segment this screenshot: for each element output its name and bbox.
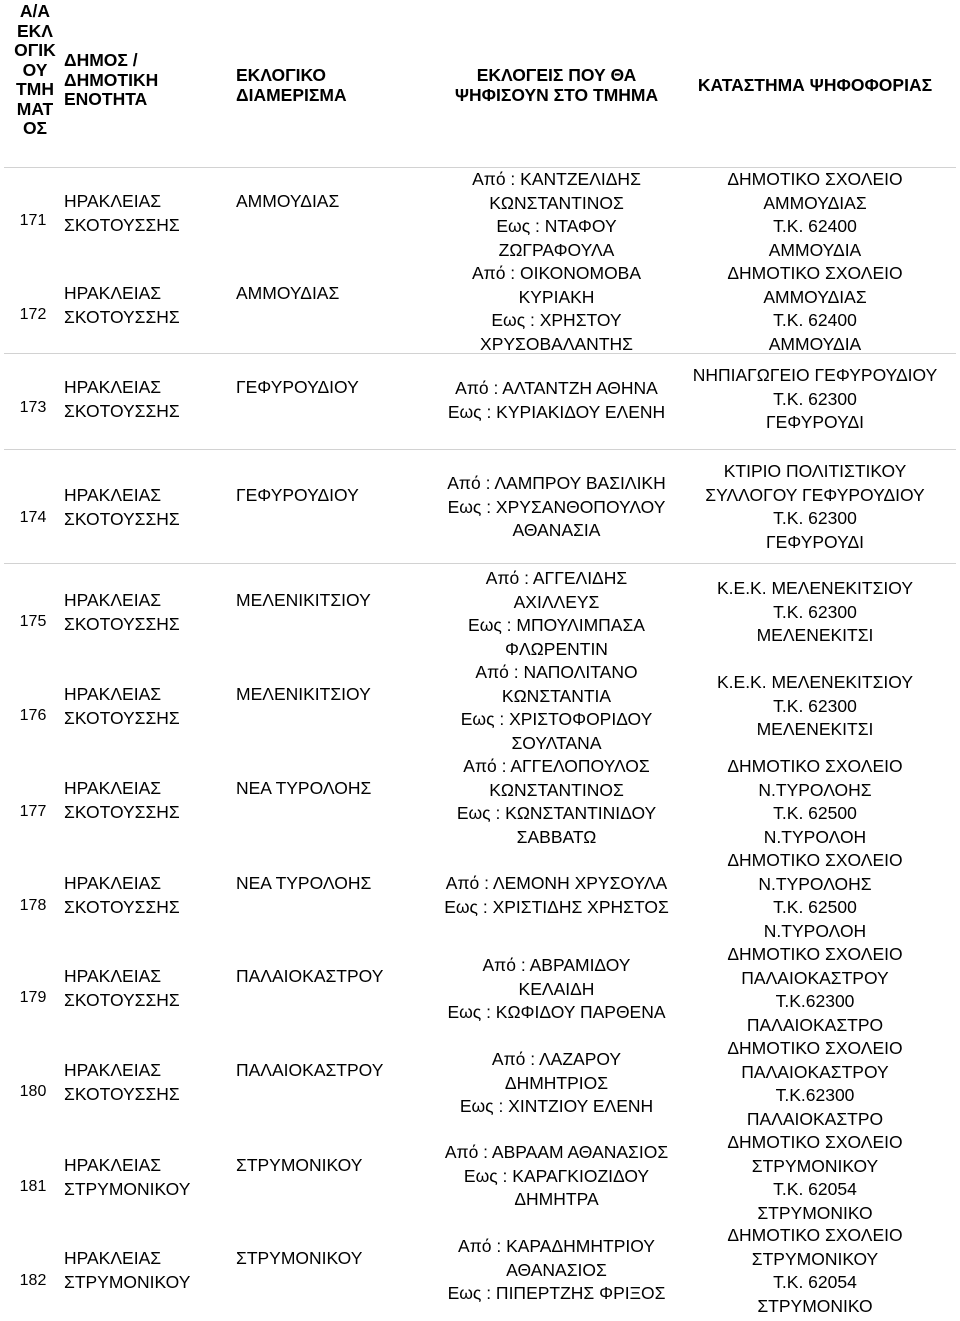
municipality-line: ΣΚΟΤΟΥΣΣΗΣ (64, 214, 180, 235)
municipality-cell (64, 1059, 229, 1106)
district-cell: ΜΕΛΕΝΙΚΙΤΣΙΟΥ (236, 590, 371, 610)
polling-station-line: Τ.Κ.62300 (775, 1085, 855, 1105)
district-cell: ΣΤΡΥΜΟΝΙΚΟΥ (236, 1248, 363, 1268)
polling-station-line: Ν.ΤΥΡΟΛΟΗΣ (758, 873, 872, 894)
header-aa-line: ΕΚΛ (17, 20, 53, 41)
row-number: 177 (19, 803, 47, 820)
voter-range-line: Από : ΛΑΖΑΡΟΥ (491, 1049, 622, 1069)
municipality-cell (64, 965, 229, 1012)
polling-station-line: ΔΗΜΟΤΙΚΟ ΣΧΟΛΕΙΟ (727, 850, 903, 870)
voter-range-cell (424, 755, 689, 849)
district-cell: ΓΕΦΥΡΟΥΔΙΟΥ (236, 377, 359, 397)
voter-range-line: ΦΛΩΡΕΝΤΙΝ (505, 638, 608, 659)
row-number: 181 (19, 1178, 47, 1195)
header-voters-line: ΕΚΛΟΓΕΙΣ ΠΟΥ ΘΑ (476, 65, 637, 85)
header-voters-line: ΨΗΦΙΣΟΥΝ ΣΤΟ ΤΜΗΜΑ (454, 84, 659, 105)
municipality-cell (64, 777, 229, 824)
polling-station-cell (675, 1224, 955, 1318)
municipality-line: ΗΡΑΚΛΕΙΑΣ (64, 1060, 162, 1080)
polling-station-line: ΠΑΛΑΙΟΚΑΣΤΡΟ (746, 1108, 884, 1129)
voter-range-line: Εως : ΚΩΦΙΔΟΥ ΠΑΡΘΕΝΑ (447, 1002, 666, 1022)
polling-station-line: Τ.Κ. 62300 (773, 695, 857, 716)
municipality-line: ΗΡΑΚΛΕΙΑΣ (64, 283, 162, 303)
voter-range-cell (424, 661, 689, 755)
polling-station-line: ΚΤΙΡΙΟ ΠΟΛΙΤΙΣΤΙΚΟΥ (723, 461, 907, 481)
municipality-line: ΣΚΟΤΟΥΣΣΗΣ (64, 801, 180, 822)
polling-station-line: ΑΜΜΟΥΔΙΑΣ (763, 192, 867, 213)
voter-range-line: Από : ΑΒΡΑΑΜ ΑΘΑΝΑΣΙΟΣ (444, 1142, 669, 1162)
polling-station-line: Ν.ΤΥΡΟΛΟΗ (763, 826, 867, 847)
voter-range-cell (424, 567, 689, 661)
municipality-cell (64, 190, 229, 237)
municipality-line: ΣΚΟΤΟΥΣΣΗΣ (64, 400, 180, 421)
row-number: 171 (19, 212, 47, 229)
district-cell: ΝΕΑ ΤΥΡΟΛΟΗΣ (236, 778, 372, 798)
polling-station-line: ΔΗΜΟΤΙΚΟ ΣΧΟΛΕΙΟ (727, 944, 903, 964)
municipality-line: ΣΚΟΤΟΥΣΣΗΣ (64, 306, 180, 327)
voter-range-line: Εως : ΧΙΝΤΖΙΟΥ ΕΛΕΝΗ (459, 1096, 654, 1116)
polling-station-cell (675, 671, 955, 742)
municipality-cell (64, 589, 229, 636)
voter-range-line: Εως : ΧΡΥΣΑΝΘΟΠΟΥΛΟΥ (447, 496, 666, 517)
voter-range-line: Από : ΚΑΝΤΖΕΛΙΔΗΣ (472, 169, 641, 189)
municipality-line: ΗΡΑΚΛΕΙΑΣ (64, 485, 162, 505)
polling-station-line: ΝΗΠΙΑΓΩΓΕΙΟ ΓΕΦΥΡΟΥΔΙΟΥ (692, 365, 938, 385)
header-district-line: ΔΙΑΜΕΡΙΣΜΑ (236, 84, 347, 105)
voter-range-line: Από : ΟΙΚΟΝΟΜΟΒΑ (471, 263, 642, 283)
polling-station-line: ΠΑΛΑΙΟΚΑΣΤΡΟΥ (741, 1061, 889, 1082)
header-municipality (64, 51, 158, 110)
polling-station-line: Τ.Κ. 62400 (773, 310, 857, 330)
polling-station-line: ΣΥΛΛΟΓΟΥ ΓΕΦΥΡΟΥΔΙΟΥ (705, 484, 925, 505)
voter-range-line: ΚΩΝΣΤΑΝΤΙΝΟΣ (489, 192, 624, 213)
voter-range-cell (424, 872, 689, 919)
polling-station-line: ΔΗΜΟΤΙΚΟ ΣΧΟΛΕΙΟ (727, 263, 903, 283)
municipality-cell (64, 1154, 229, 1201)
voter-range-line: Από : ΑΒΡΑΜΙΔΟΥ (482, 955, 631, 975)
municipality-line: ΗΡΑΚΛΕΙΑΣ (64, 377, 162, 397)
polling-station-line: ΔΗΜΟΤΙΚΟ ΣΧΟΛΕΙΟ (727, 1038, 903, 1058)
row-separator (4, 563, 956, 564)
header-municipality-line: ΔΗΜΟΤΙΚΗ (64, 69, 159, 90)
voter-range-cell (424, 377, 689, 424)
polling-station-line: Τ.Κ.62300 (775, 991, 855, 1011)
municipality-line: ΗΡΑΚΛΕΙΑΣ (64, 873, 162, 893)
polling-station-line: Τ.Κ. 62500 (773, 803, 857, 823)
voter-range-line: ΧΡΥΣΟΒΑΛΑΝΤΗΣ (480, 333, 633, 354)
voter-range-cell (424, 262, 689, 356)
polling-station-cell (675, 1131, 955, 1225)
voter-range-line: ΚΩΝΣΤΑΝΤΙΝΟΣ (489, 779, 624, 800)
polling-station-line: Τ.Κ. 62054 (773, 1179, 857, 1199)
row-number: 172 (19, 306, 47, 323)
municipality-line: ΣΚΟΤΟΥΣΣΗΣ (64, 613, 180, 634)
voter-range-line: ΔΗΜΗΤΡΑ (514, 1189, 599, 1209)
header-aa-line: ΜΑΤ (16, 98, 54, 119)
polling-station-line: Τ.Κ. 62300 (773, 388, 857, 409)
row-number: 174 (19, 509, 47, 526)
polling-station-line: ΣΤΡΥΜΟΝΙΚΟ (757, 1295, 873, 1316)
header-aa (10, 2, 60, 139)
voter-range-cell (424, 1141, 689, 1212)
row-number: 179 (19, 989, 47, 1006)
municipality-cell (64, 282, 229, 329)
header-aa-line: ΟΓΙΚ (14, 40, 56, 60)
polling-station-cell (675, 577, 955, 648)
district-cell: ΣΤΡΥΜΟΝΙΚΟΥ (236, 1155, 363, 1175)
voter-range-line: Εως : ΚΑΡΑΓΚΙΟΖΙΔΟΥ (463, 1165, 650, 1186)
voter-range-line: Από : ΛΑΜΠΡΟΥ ΒΑΣΙΛΙΚΗ (447, 473, 666, 493)
municipality-cell (64, 376, 229, 423)
voter-range-line: Εως : ΧΡΙΣΤΙΔΗΣ ΧΡΗΣΤΟΣ (444, 896, 669, 917)
polling-station-line: ΔΗΜΟΤΙΚΟ ΣΧΟΛΕΙΟ (727, 756, 903, 776)
voter-range-line: ΔΗΜΗΤΡΙΟΣ (504, 1072, 609, 1093)
row-separator (4, 449, 956, 450)
voter-range-line: ΑΘΑΝΑΣΙΑ (512, 520, 601, 540)
row-number: 176 (19, 707, 47, 724)
municipality-line: ΣΚΟΤΟΥΣΣΗΣ (64, 989, 180, 1010)
header-polling-station (675, 76, 955, 96)
district-cell: ΑΜΜΟΥΔΙΑΣ (236, 283, 340, 303)
voter-range-cell (424, 168, 689, 262)
header-aa-line: ΟΥ (22, 59, 48, 80)
polling-station-cell (675, 755, 955, 849)
municipality-line: ΣΚΟΤΟΥΣΣΗΣ (64, 896, 180, 917)
municipality-line: ΗΡΑΚΛΕΙΑΣ (64, 684, 162, 704)
polling-station-line: ΔΗΜΟΤΙΚΟ ΣΧΟΛΕΙΟ (727, 1225, 903, 1245)
polling-station-line: ΑΜΜΟΥΔΙΑ (768, 239, 862, 260)
voter-range-line: ΑΧΙΛΛΕΥΣ (513, 591, 600, 612)
polling-station-cell (675, 364, 955, 435)
district-cell: ΑΜΜΟΥΔΙΑΣ (236, 191, 340, 211)
voter-range-line: ΑΘΑΝΑΣΙΟΣ (506, 1259, 607, 1280)
row-number: 175 (19, 613, 47, 630)
voter-range-line: ΖΩΓΡΑΦΟΥΛΑ (498, 239, 615, 260)
voter-range-line: Από : ΛΕΜΟΝΗ ΧΡΥΣΟΥΛΑ (445, 873, 668, 893)
voter-range-line: Από : ΚΑΡΑΔΗΜΗΤΡΙΟΥ (458, 1236, 655, 1256)
row-number: 180 (19, 1083, 47, 1100)
polling-station-line: ΔΗΜΟΤΙΚΟ ΣΧΟΛΕΙΟ (727, 1132, 903, 1152)
municipality-line: ΗΡΑΚΛΕΙΑΣ (64, 191, 162, 211)
municipality-line: ΣΤΡΥΜΟΝΙΚΟΥ (64, 1271, 191, 1292)
polling-station-line: ΣΤΡΥΜΟΝΙΚΟΥ (751, 1155, 879, 1176)
polling-station-line: ΑΜΜΟΥΔΙΑΣ (763, 286, 867, 307)
voter-range-cell (424, 954, 689, 1025)
voter-range-line: Από : ΑΓΓΕΛΙΔΗΣ (485, 568, 628, 588)
polling-station-cell (675, 1037, 955, 1131)
municipality-line: ΣΚΟΤΟΥΣΣΗΣ (64, 707, 180, 728)
municipality-line: ΗΡΑΚΛΕΙΑΣ (64, 778, 162, 798)
polling-station-line: Τ.Κ. 62054 (773, 1272, 857, 1292)
municipality-cell (64, 872, 229, 919)
district-cell: ΓΕΦΥΡΟΥΔΙΟΥ (236, 485, 359, 505)
voter-range-cell (424, 1048, 689, 1119)
header-voters (424, 66, 689, 105)
municipality-cell (64, 1247, 229, 1294)
municipality-line: ΗΡΑΚΛΕΙΑΣ (64, 1155, 162, 1175)
polling-station-line: ΓΕΦΥΡΟΥΔΙ (765, 412, 865, 432)
voter-range-line: Εως : ΝΤΑΦΟΥ (496, 216, 617, 236)
municipality-line: ΣΤΡΥΜΟΝΙΚΟΥ (64, 1178, 191, 1199)
municipality-cell (64, 683, 229, 730)
polling-station-line: ΠΑΛΑΙΟΚΑΣΤΡΟ (746, 1014, 884, 1035)
header-station-line: ΚΑΤΑΣΤΗΜΑ ΨΗΦΟΦΟΡΙΑΣ (697, 75, 933, 95)
voter-range-line: Από : ΝΑΠΟΛΙΤΑΝΟ (475, 662, 638, 682)
voter-range-line: Εως : ΚΩΝΣΤΑΝΤΙΝΙΔΟΥ (456, 803, 657, 823)
polling-station-line: ΣΤΡΥΜΟΝΙΚΟ (757, 1202, 873, 1223)
polling-station-cell (675, 168, 955, 262)
row-number: 173 (19, 399, 47, 416)
polling-station-cell (675, 460, 955, 554)
polling-station-line: Τ.Κ. 62300 (773, 601, 857, 622)
polling-station-line: Ν.ΤΥΡΟΛΟΗ (763, 920, 867, 941)
municipality-line: ΣΚΟΤΟΥΣΣΗΣ (64, 508, 180, 529)
polling-station-line: ΣΤΡΥΜΟΝΙΚΟΥ (751, 1248, 879, 1269)
voter-range-line: Εως : ΧΡΙΣΤΟΦΟΡΙΔΟΥ (460, 709, 653, 729)
row-number: 182 (19, 1272, 47, 1289)
header-aa-line: ΤΜΗ (16, 79, 54, 99)
polling-station-line: ΑΜΜΟΥΔΙΑ (768, 333, 862, 354)
voter-range-line: ΚΩΝΣΤΑΝΤΙΑ (501, 685, 612, 706)
header-municipality-line: ΔΗΜΟΣ / (64, 50, 138, 70)
polling-station-cell (675, 849, 955, 943)
polling-station-line: ΜΕΛΕΝΕΚΙΤΣΙ (756, 625, 874, 645)
polling-station-line: ΜΕΛΕΝΕΚΙΤΣΙ (756, 719, 874, 739)
polling-station-line: Ν.ΤΥΡΟΛΟΗΣ (758, 779, 872, 800)
district-cell: ΠΑΛΑΙΟΚΑΣΤΡΟΥ (236, 966, 384, 986)
municipality-line: ΗΡΑΚΛΕΙΑΣ (64, 590, 162, 610)
district-cell: ΝΕΑ ΤΥΡΟΛΟΗΣ (236, 873, 372, 893)
polling-station-line: Τ.Κ. 62500 (773, 897, 857, 917)
header-aa-line: ΟΣ (22, 118, 48, 138)
voter-range-line: Εως : ΚΥΡΙΑΚΙΔΟΥ ΕΛΕΝΗ (447, 401, 666, 422)
voter-range-line: Εως : ΠΙΠΕΡΤΖΗΣ ΦΡΙΞΟΣ (447, 1283, 666, 1303)
polling-station-cell (675, 262, 955, 356)
municipality-line: ΗΡΑΚΛΕΙΑΣ (64, 966, 162, 986)
voter-range-line: ΚΕΛΑΙΔΗ (518, 978, 595, 999)
polling-station-cell (675, 943, 955, 1037)
polling-station-line: ΔΗΜΟΤΙΚΟ ΣΧΟΛΕΙΟ (727, 169, 903, 189)
polling-station-line: Τ.Κ. 62400 (773, 216, 857, 236)
municipality-line: ΣΚΟΤΟΥΣΣΗΣ (64, 1083, 180, 1104)
voter-range-line: ΣΟΥΛΤΑΝΑ (511, 732, 602, 753)
row-number: 178 (19, 897, 47, 914)
polling-station-line: Τ.Κ. 62300 (773, 508, 857, 528)
voter-range-line: ΣΑΒΒΑΤΩ (516, 826, 597, 847)
voter-range-line: Εως : ΜΠΟΥΛΙΜΠΑΣΑ (468, 615, 645, 635)
polling-station-line: ΓΕΦΥΡΟΥΔΙ (765, 531, 865, 552)
polling-station-line: Κ.Ε.Κ. ΜΕΛΕΝΕΚΙΤΣΙΟΥ (716, 578, 913, 598)
header-municipality-line: ΕΝΟΤΗΤΑ (64, 89, 148, 109)
voter-range-cell (424, 472, 689, 543)
header-electoral-district (236, 66, 347, 105)
polling-station-line: ΠΑΛΑΙΟΚΑΣΤΡΟΥ (741, 967, 889, 988)
municipality-cell (64, 484, 229, 531)
voter-range-line: ΚΥΡΙΑΚΗ (518, 286, 595, 307)
district-cell: ΠΑΛΑΙΟΚΑΣΤΡΟΥ (236, 1060, 384, 1080)
voter-range-line: Εως : ΧΡΗΣΤΟΥ (491, 310, 622, 330)
polling-station-line: Κ.Ε.Κ. ΜΕΛΕΝΕΚΙΤΣΙΟΥ (716, 672, 913, 692)
voter-range-cell (424, 1235, 689, 1306)
district-cell: ΜΕΛΕΝΙΚΙΤΣΙΟΥ (236, 684, 371, 704)
voter-range-line: Από : ΑΛΤΑΝΤΖΗ ΑΘΗΝΑ (455, 378, 658, 398)
header-aa-line: Α/Α (19, 1, 51, 21)
municipality-line: ΗΡΑΚΛΕΙΑΣ (64, 1248, 162, 1268)
header-district-line: ΕΚΛΟΓΙΚΟ (236, 65, 326, 85)
voter-range-line: Από : ΑΓΓΕΛΟΠΟΥΛΟΣ (463, 756, 650, 776)
